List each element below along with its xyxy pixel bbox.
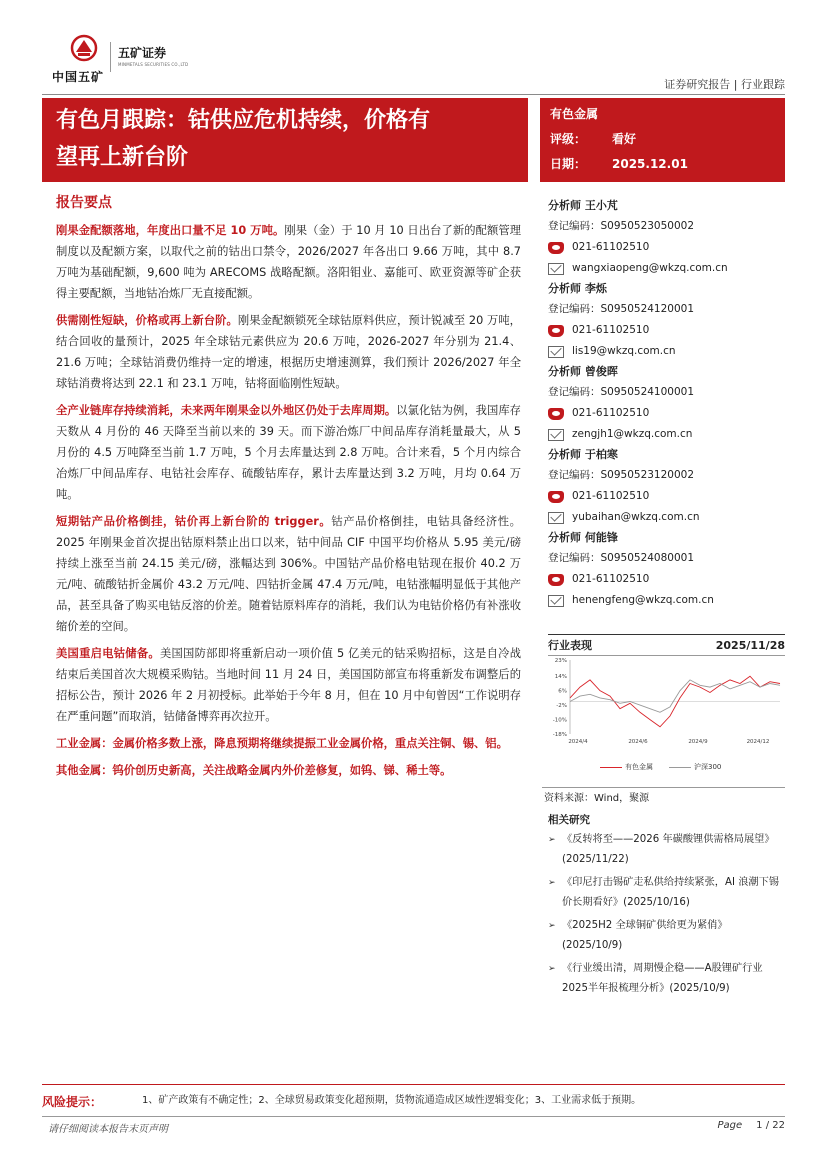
report-title-banner <box>42 98 528 182</box>
x-tick-label: 2024/12 <box>746 739 770 745</box>
x-tick-label: 2024/6 <box>628 739 648 745</box>
legend-swatch <box>600 767 622 768</box>
phone-icon <box>548 325 564 337</box>
report-title-line2: 望再上新台阶 <box>56 145 189 170</box>
analyst-name: 分析师 李烁 <box>548 282 607 295</box>
analyst-email[interactable]: zengjh1@wkzq.com.cn <box>572 428 693 440</box>
analyst-phone-row <box>548 486 785 507</box>
analyst-email-row <box>548 258 785 279</box>
risk-label: 风险提示： <box>42 1095 103 1109</box>
analyst-phone: 021-61102510 <box>572 241 650 253</box>
analyst-email-row <box>548 507 785 528</box>
rating-box <box>540 98 785 182</box>
analyst-phone: 021-61102510 <box>572 407 650 419</box>
paragraph-lead: 短期钴产品价格倒挂，钴价再上新台阶的 trigger。 <box>56 515 332 528</box>
summary-paragraph <box>56 400 521 505</box>
mail-icon <box>548 512 564 524</box>
industrial-metals-summary: 工业金属：金属价格多数上涨，降息预期将继续提振工业金属价格，重点关注铜、锡、铝。 <box>56 737 508 750</box>
paragraph-lead: 供需刚性短缺，价格或再上新台阶。 <box>56 314 238 327</box>
analyst-email[interactable]: wangxiaopeng@wkzq.com.cn <box>572 262 728 274</box>
performance-title: 行业表现 <box>548 639 592 652</box>
y-tick-label: 14% <box>554 674 567 681</box>
header-divider <box>42 94 785 95</box>
analyst-email[interactable]: yubaihan@wkzq.com.cn <box>572 511 700 523</box>
other-metals-summary: 其他金属：钨价创历史新高，关注战略金属内外价差修复，如钨、锑、稀土等。 <box>56 764 452 777</box>
analyst-card <box>548 445 785 528</box>
related-item[interactable]: ➢ 《反转将至——2026 年碳酸锂供需格局展望》(2025/11/22) <box>548 830 785 870</box>
paragraph-body: 刚果（金）于 10 月 10 日出台了新的配额管理制度以及配额方案，以取代之前的钴出口禁令，2026/2027 年各出口 9.66 万吨，其中 8.7 万吨为基础配额，9,600 吨为 ARECOMS 战略配额。洛阳钼业、嘉能可、欧亚资源等矿企获得主要配额，当地钴冶炼厂无直接配额。 <box>56 224 521 300</box>
related-item[interactable]: ➢ 《印尼打击锡矿走私供给持续紧张，AI 浪潮下锡价长期看好》(2025/10/16) <box>548 873 785 913</box>
related-item[interactable]: ➢ 《行业缓出清，周期慢企稳——A股锂矿行业2025半年报梳理分析》(2025/10/9) <box>548 959 785 999</box>
report-summary <box>56 192 521 787</box>
disclaimer-note: 请仔细阅读本报告末页声明 <box>48 1124 168 1135</box>
y-tick-label: -2% <box>556 703 567 710</box>
chart-legend <box>600 762 721 772</box>
report-title-line1: 有色月跟踪：钴供应危机持续，价格有 <box>56 108 431 133</box>
minmetals-emblem-icon <box>66 34 102 64</box>
company-logo <box>50 34 200 84</box>
related-heading: 相关研究 <box>548 814 590 826</box>
rating-label: 评级： <box>550 132 587 146</box>
page-number <box>718 1120 786 1131</box>
paragraph-body: 美国国防部即将重新启动一项价值 5 亿美元的钴采购招标，这是自冷战结束后美国首次大规模采购钴。当地时间 11 月 24 日，美国国防部宣布将重新发布调整后的招标公告，预计 2026 年 2 月初授标。此举始于今年 8 月，但在 10 月中旬曾因“工作说明存在严重问题”而取消，钴储备博弈再次拉开。 <box>56 647 521 723</box>
rating-value: 看好 <box>612 132 637 146</box>
date-row <box>550 152 775 177</box>
legend-label: 沪深300 <box>694 763 722 771</box>
analyst-phone: 021-61102510 <box>572 490 650 502</box>
paragraph-lead: 刚果金配额落地，年度出口量不足 10 万吨。 <box>56 224 285 237</box>
paragraph-lead: 美国重启电钴储备。 <box>56 647 160 660</box>
rating-row <box>550 127 775 152</box>
industry-name: 有色金属 <box>550 107 599 121</box>
analyst-phone-row <box>548 403 785 424</box>
analyst-list <box>548 196 785 611</box>
analyst-card <box>548 528 785 611</box>
analyst-reg: 登记编码：S0950524080001 <box>548 552 695 564</box>
legend-swatch <box>669 767 691 768</box>
performance-date: 2025/11/28 <box>715 639 785 652</box>
mail-icon <box>548 263 564 275</box>
x-tick-label: 2024/4 <box>568 739 588 745</box>
analyst-name: 分析师 于柏寒 <box>548 448 618 461</box>
paragraph-body: 钴产品价格倒挂，电钴具备经济性。2025 年刚果金首次提出钴原料禁止出口以来，钴中间品 CIF 中国平均价格从 5.95 美元/磅持续上涨至当前 24.15 美元/磅，涨幅达到 306%。中国钴产品价格电钴现在报价 40.2 万元/吨、硫酸钴折金属价 43.2 万元/吨、四钴折金属 47.4 万元/吨，电钴涨幅明显低于其他产品，甚至具备了购买电钴反溶的价差。随着钴原料库存的消耗，我们认为电钴价格仍有补涨收缩价差的空间。 <box>56 515 521 633</box>
analyst-phone: 021-61102510 <box>572 573 650 585</box>
analyst-email-row <box>548 590 785 611</box>
risk-text: 1、矿产政策有不确定性；2、全球贸易政策变化超预期，货物流通造成区域性逻辑变化；3、工业需求低于预期。 <box>142 1095 642 1106</box>
summary-paragraph <box>56 310 521 394</box>
industry-performance-chart <box>548 654 785 762</box>
analyst-card <box>548 362 785 445</box>
analyst-reg: 登记编码：S0950523050002 <box>548 220 695 232</box>
risk-warning <box>42 1084 785 1110</box>
analyst-phone-row <box>548 569 785 590</box>
analyst-reg: 登记编码：S0950524100001 <box>548 386 695 398</box>
analyst-card <box>548 196 785 279</box>
chart-source: 资料来源：Wind，聚源 <box>542 787 785 810</box>
paragraph-lead: 全产业链库存持续消耗，未来两年刚果金以外地区仍处于去库周期。 <box>56 404 397 417</box>
y-tick-label: -18% <box>552 732 567 738</box>
summary-paragraph <box>56 220 521 304</box>
y-tick-label: 6% <box>558 688 567 695</box>
analyst-phone-row <box>548 320 785 341</box>
analyst-card <box>548 279 785 362</box>
logo-divider <box>110 42 111 72</box>
summary-heading: 报告要点 <box>56 195 112 211</box>
securities-name-en: MINMETALS SECURITIES CO.,LTD <box>118 62 189 67</box>
phone-icon <box>548 408 564 420</box>
mail-icon <box>548 346 564 358</box>
phone-icon <box>548 242 564 254</box>
page-count: 1 / 22 <box>756 1120 785 1131</box>
phone-icon <box>548 491 564 503</box>
y-tick-label: -10% <box>552 717 567 724</box>
x-tick-label: 2024/9 <box>688 739 708 745</box>
legend-item <box>600 762 653 772</box>
legend-label: 有色金属 <box>625 763 653 771</box>
analyst-name: 分析师 何能锋 <box>548 531 618 544</box>
securities-name: 五矿证券 <box>118 46 167 60</box>
analyst-name: 分析师 曾俊晖 <box>548 365 618 378</box>
footer-divider <box>42 1116 785 1117</box>
related-research <box>548 810 785 1002</box>
analyst-phone-row <box>548 237 785 258</box>
date-value: 2025.12.01 <box>612 157 688 171</box>
paragraph-body: 以氯化钴为例，我国库存天数从 4 月份的 46 天降至当前以来的 39 天。而下游冶炼厂中间品库存消耗量最大，从 5 月份的 4.5 万吨降至当前 1.7 万吨，5 个月去库量达到 2.8 万吨。合计来看，5 个月内综合冶炼厂中间品库存、电钴社会库存、硫酸钴库存，累计去库量达到 3.2 万吨，月均 0.64 万吨。 <box>56 404 521 501</box>
legend-item <box>669 762 721 772</box>
analyst-reg: 登记编码：S0950523120002 <box>548 469 695 481</box>
analyst-name: 分析师 王小芃 <box>548 199 618 212</box>
phone-icon <box>548 574 564 586</box>
company-name-cn: 中国五矿 <box>52 70 105 84</box>
paragraph-body: 刚果金配额锁死全球钴原料供应，预计锐减至 20 万吨，结合回收的量预计，2025 年全球钴元素供应为 20.6 万吨，2026-2027 年分别为 21.4、21.6 万吨；全球钴消费仍维持一定的增速，根据历史增速测算，我们预计 2026/2027 年全球钴消费将达到 22.1 和 23.1 万吨，钴将面临刚性短缺。 <box>56 314 521 390</box>
breadcrumb: 证券研究报告 | 行业跟踪 <box>664 78 785 91</box>
mail-icon <box>548 595 564 607</box>
summary-paragraph <box>56 511 521 637</box>
date-label: 日期： <box>550 157 587 171</box>
summary-paragraph <box>56 643 521 727</box>
page-label: Page <box>717 1120 743 1131</box>
related-item[interactable]: ➢ 《2025H2 全球铜矿供给更为紧俏》(2025/10/9) <box>548 916 785 956</box>
y-tick-label: 23% <box>554 658 567 664</box>
mail-icon <box>548 429 564 441</box>
analyst-email[interactable]: lis19@wkzq.com.cn <box>572 345 676 357</box>
analyst-email-row <box>548 341 785 362</box>
analyst-email-row <box>548 424 785 445</box>
analyst-phone: 021-61102510 <box>572 324 650 336</box>
related-list <box>548 830 785 999</box>
analyst-reg: 登记编码：S0950524120001 <box>548 303 695 315</box>
analyst-email[interactable]: henengfeng@wkzq.com.cn <box>572 594 714 606</box>
performance-header <box>548 634 785 656</box>
